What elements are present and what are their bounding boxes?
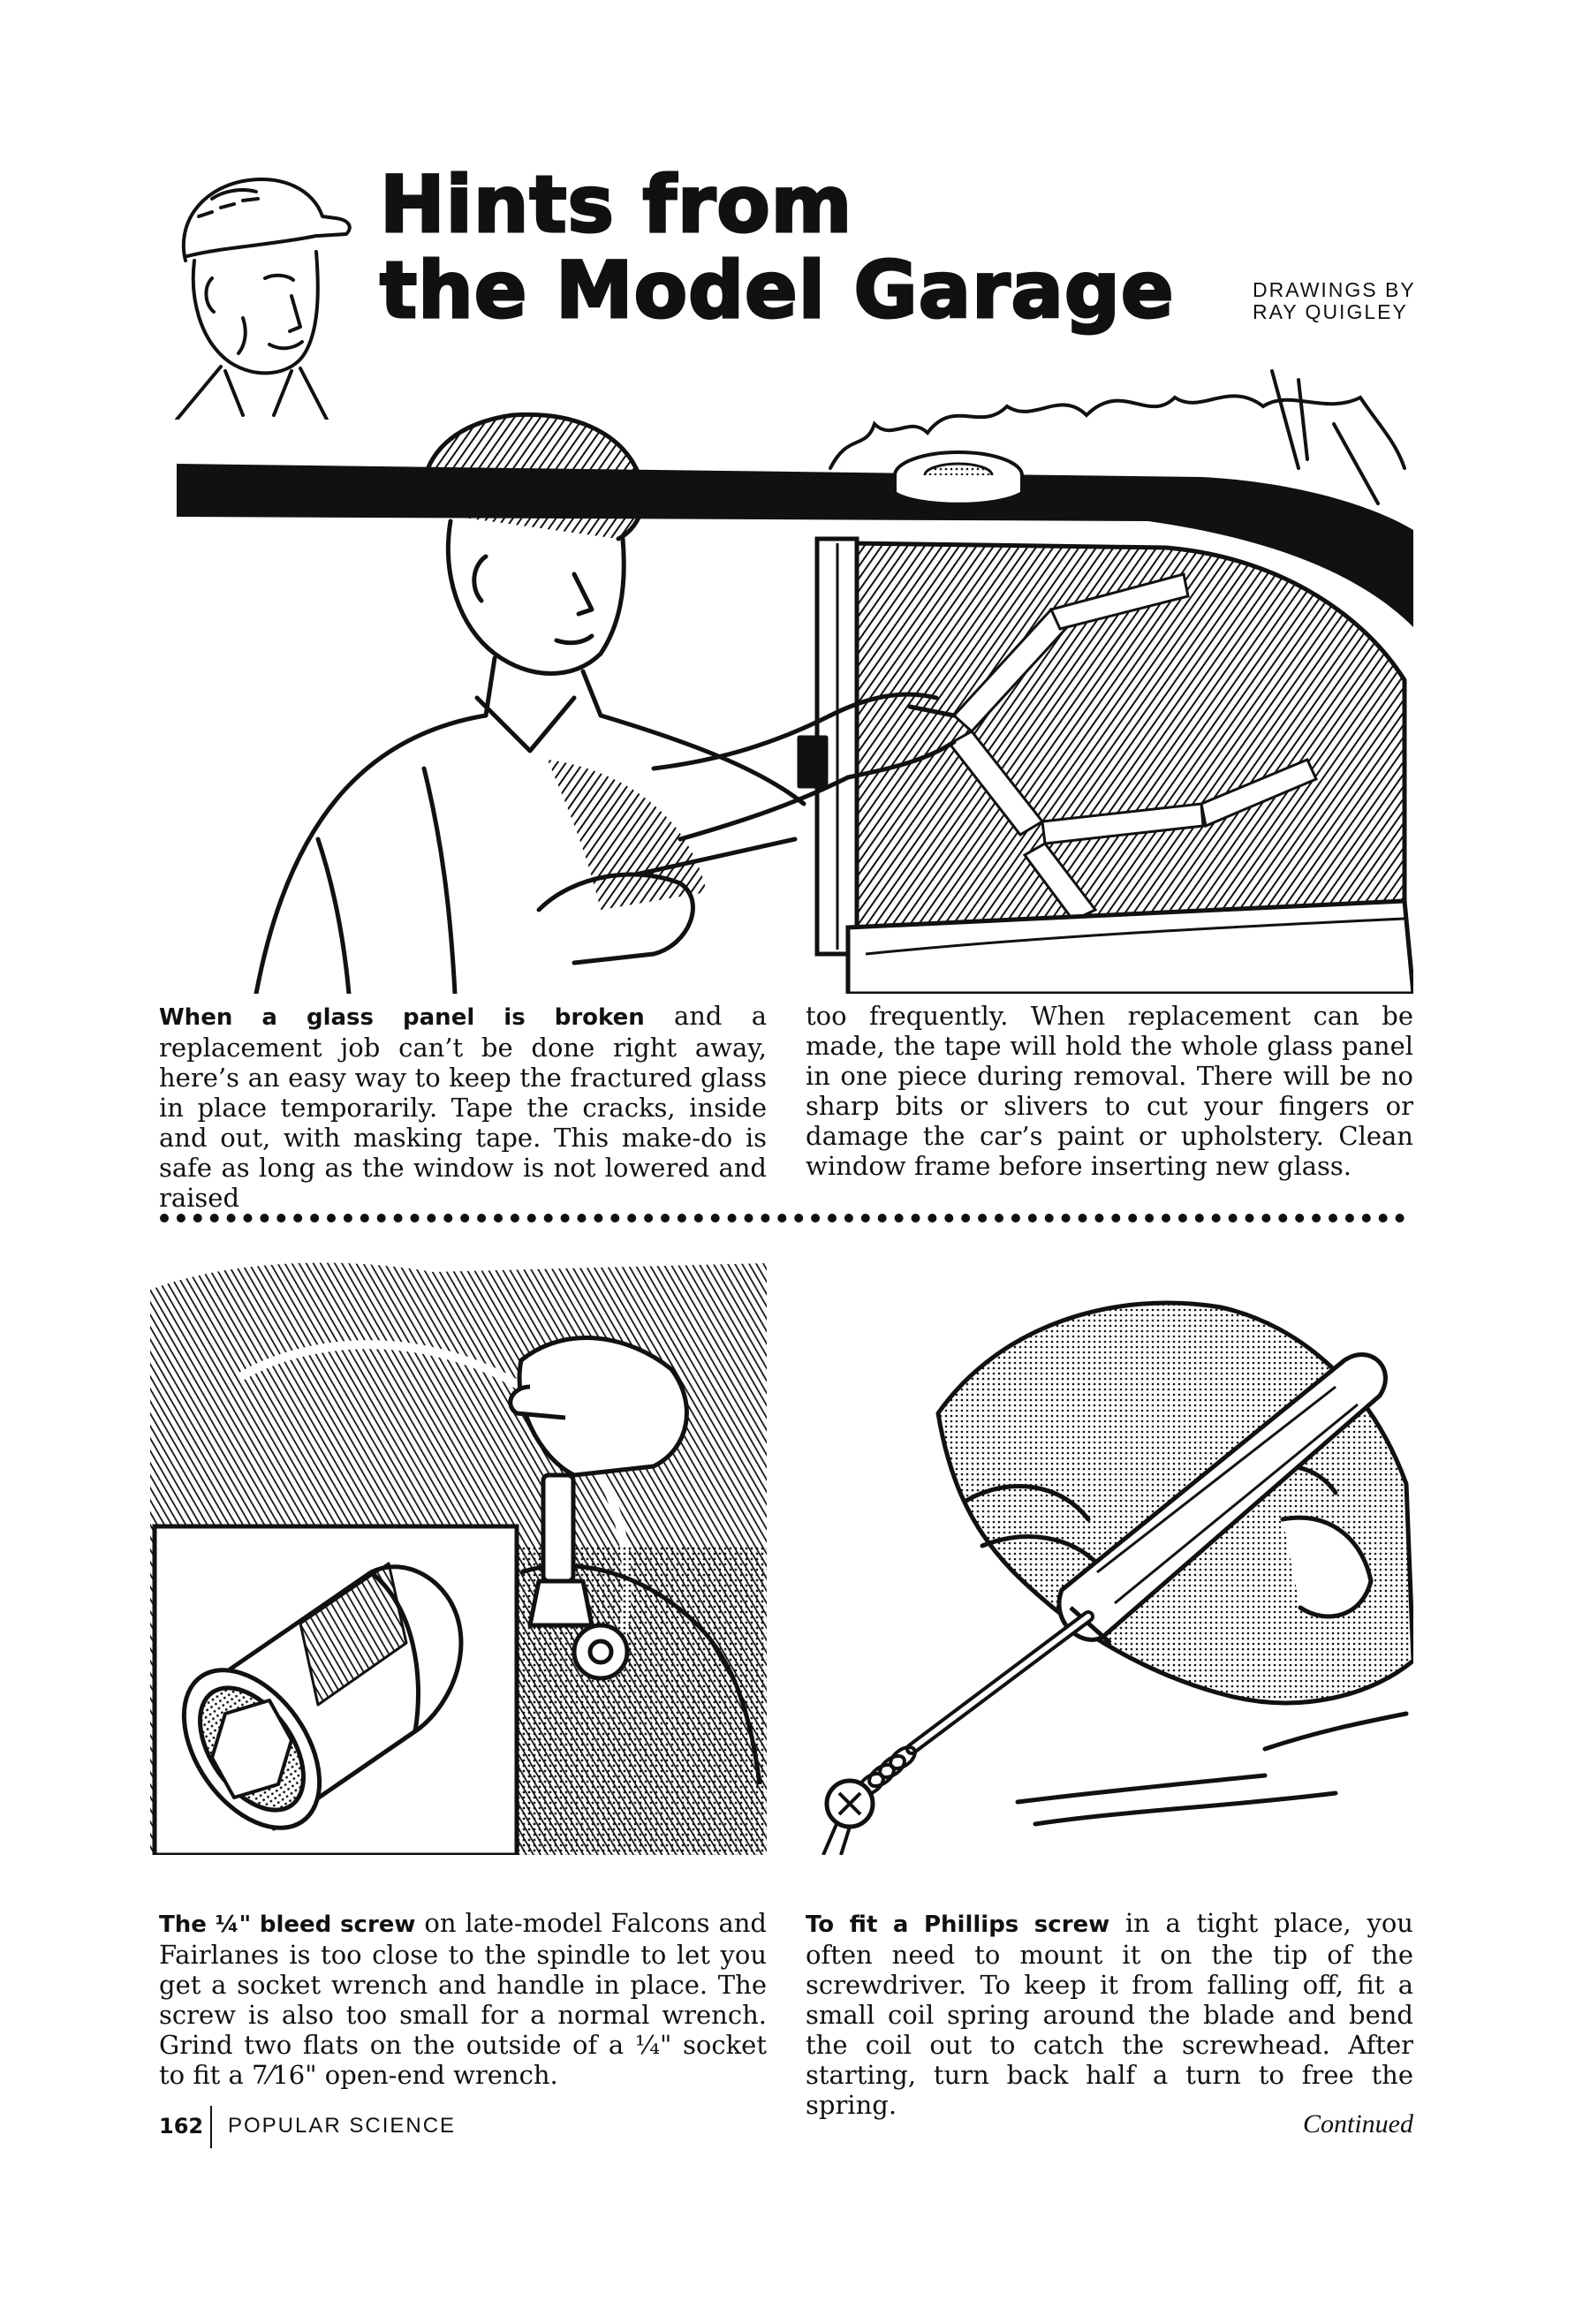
- credit-line-2: RAY QUIGLEY: [1253, 300, 1408, 323]
- hint1-col2-text: too frequently. When replacement can be made, the tape will hold the whole glass panel in one piece during removal. There will be no sharp bits or slivers to cut your fingers or damage the car’s paint or upholstery. Clean window frame before inserting new glass.: [806, 1001, 1413, 1181]
- page-number: 162: [159, 2114, 204, 2139]
- dotted-divider: [159, 1212, 1413, 1224]
- hint2-lead: The ¼" bleed screw: [159, 1911, 416, 1938]
- hint3-caption: [806, 1908, 1413, 2120]
- hint1-lead: When a glass panel is broken: [159, 1004, 645, 1031]
- hint3-lead: To fit a Phillips screw: [806, 1911, 1110, 1938]
- drawing-credit: [1253, 279, 1416, 323]
- magazine-name: POPULAR SCIENCE: [228, 2114, 457, 2138]
- hint3-text: in a tight place, you often need to mount it on the tip of the screwdriver. To keep it from falling off, fit a small coil spring around the blade and bend the coil out to catch the screwhead. After starting, turn back half a turn to free the spring.: [806, 1908, 1413, 2120]
- bleed-screw-illustration: [150, 1254, 767, 1855]
- title-line-1: Hints from: [380, 159, 853, 250]
- hint1-col1-text: and a replacement job can’t be done right away, here’s an easy way to keep the fractured glass in place temporarily. Tape the cracks, inside and out, with masking tape. This make-do is safe as long as the window is not lowered and raised: [159, 1001, 767, 1213]
- hint2-text: on late-model Falcons and Fairlanes is too close to the spindle to let you get a socket wrench and handle in place. The screw is also too small for a normal wrench. Grind two flats on the outside of a ¼" socket to fit a 7⁄16" open-end wrench.: [159, 1908, 767, 2090]
- continued-label: Continued: [1303, 2109, 1413, 2139]
- title-line-2: the Model Garage: [380, 245, 1175, 336]
- hint1-col2: [806, 1001, 1413, 1181]
- car-window-illustration: [159, 344, 1413, 994]
- credit-line-1: DRAWINGS BY: [1253, 278, 1416, 301]
- hint1-col1: [159, 1001, 767, 1213]
- hint2-caption: [159, 1908, 767, 2090]
- phillips-screw-illustration: [806, 1254, 1413, 1855]
- footer-rule: [210, 2106, 212, 2148]
